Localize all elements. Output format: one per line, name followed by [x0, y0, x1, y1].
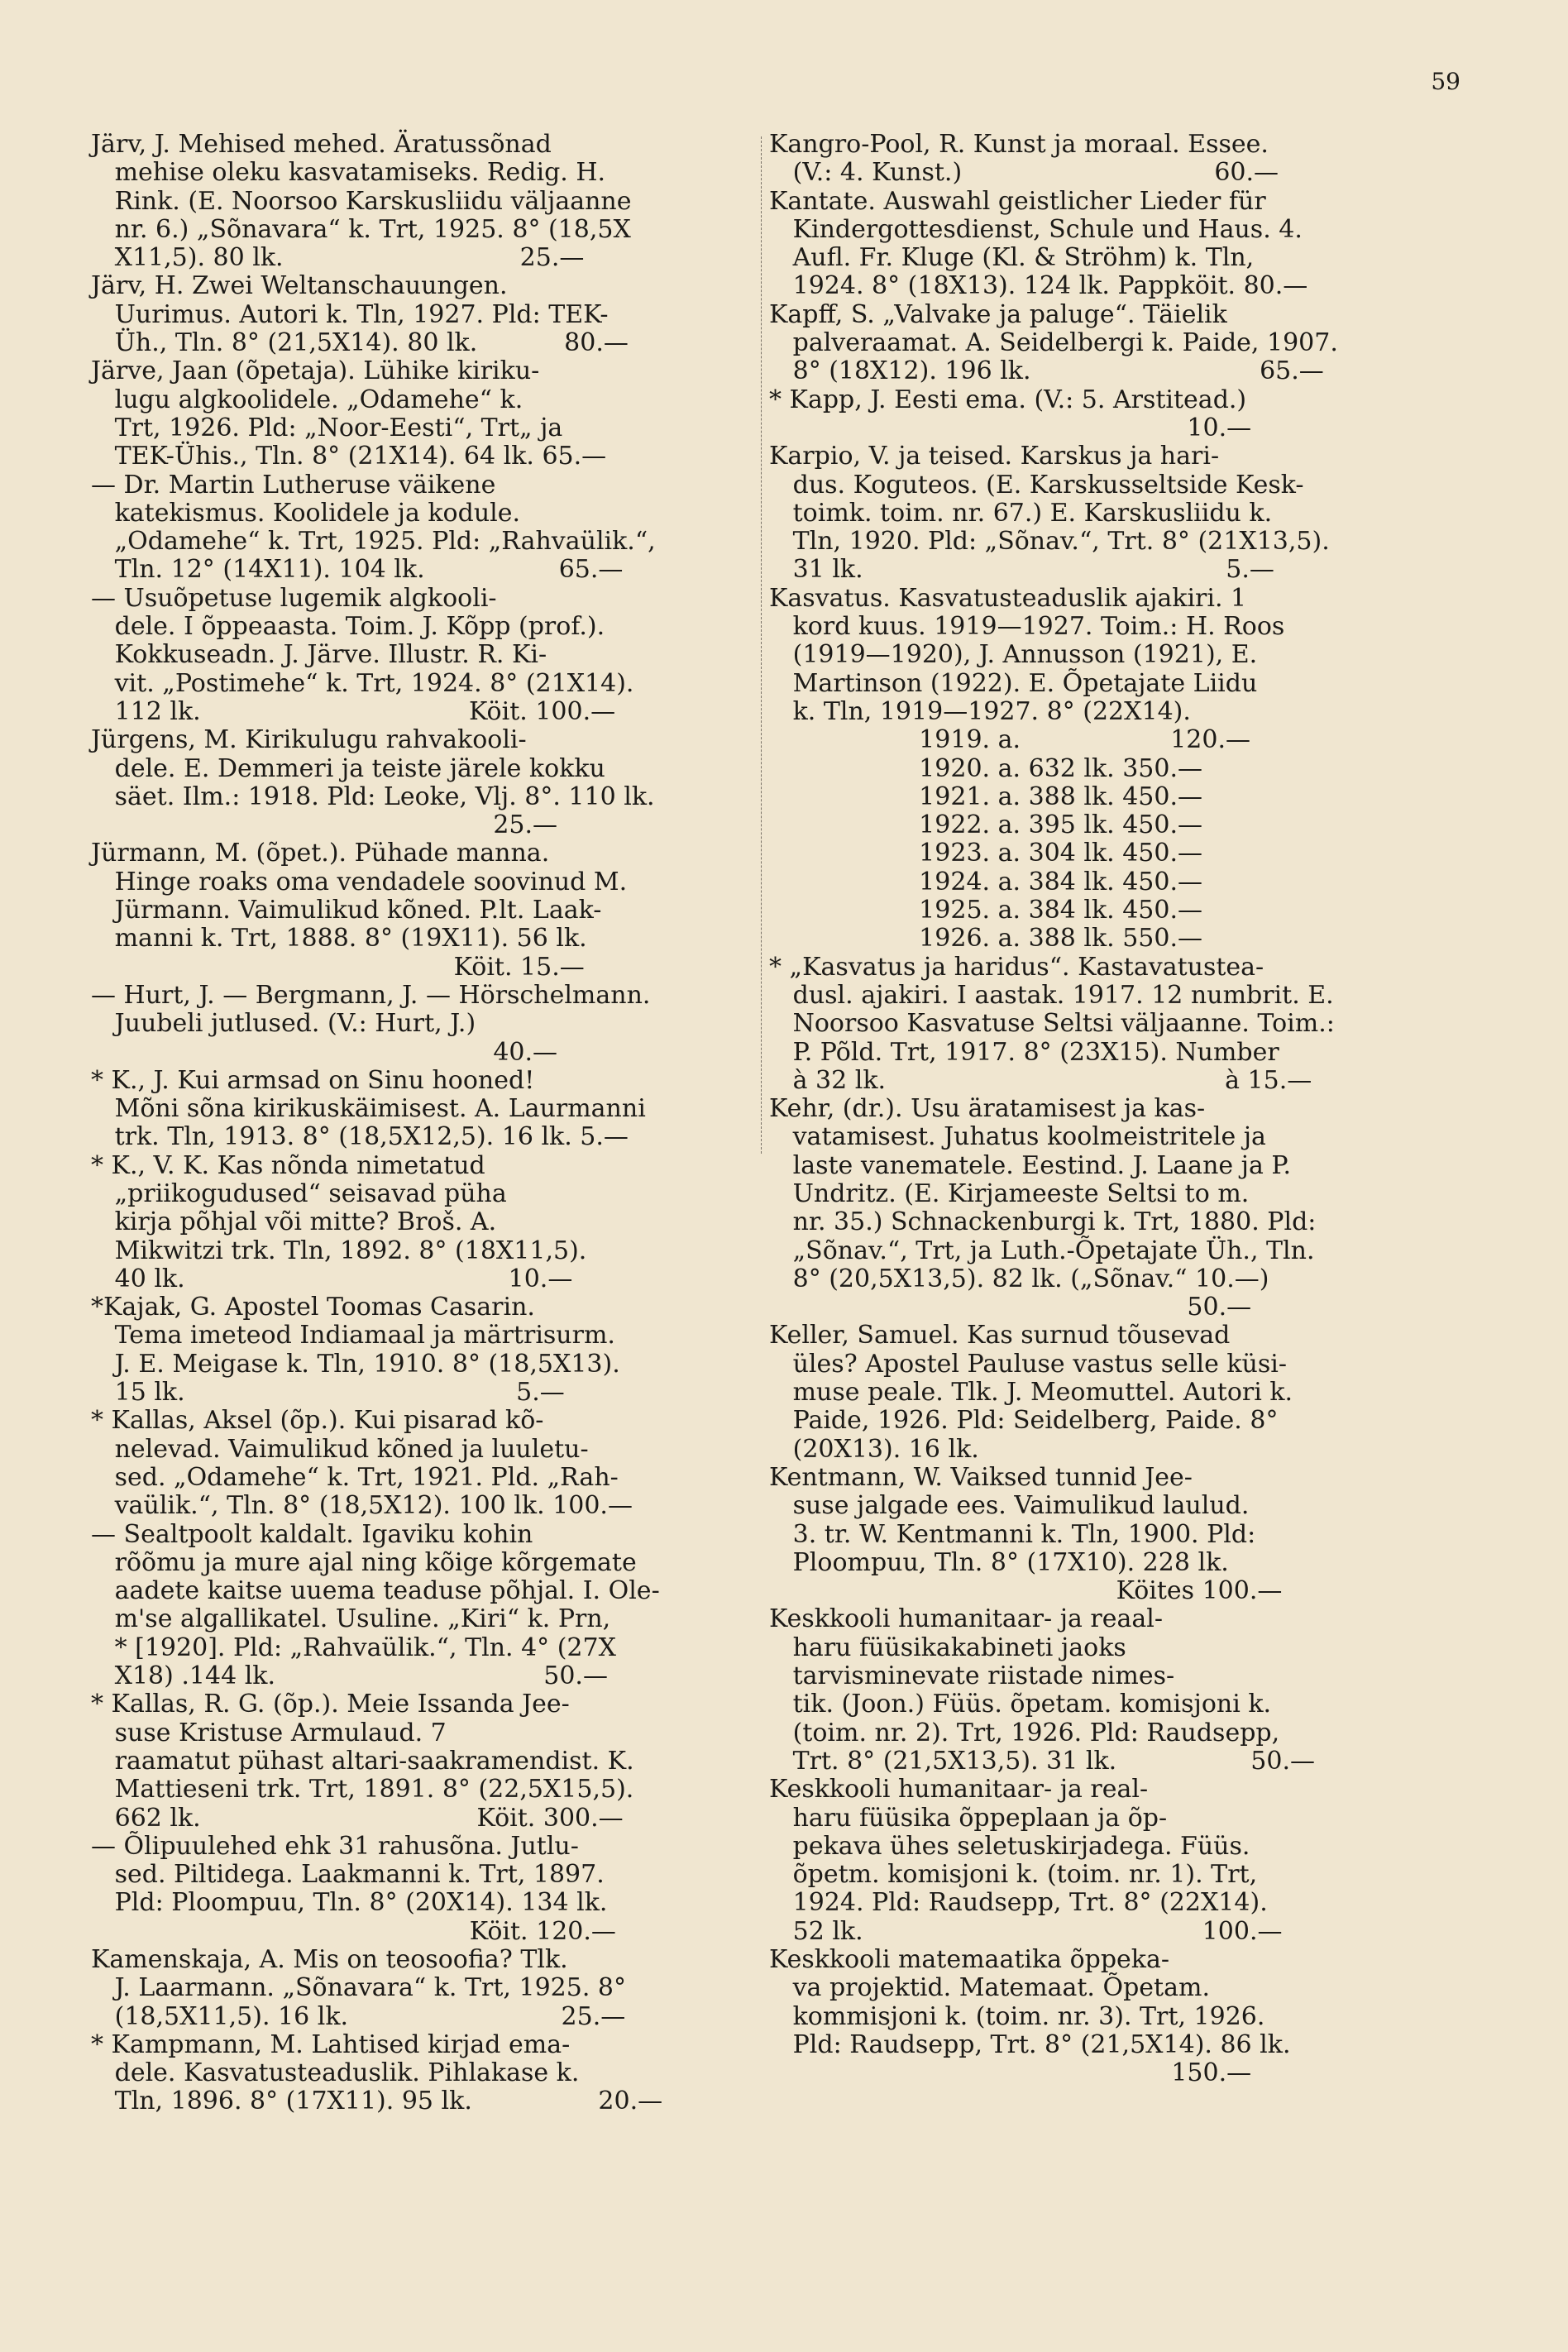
entry-line: 662 lk. Köit. 300.— [91, 1803, 624, 1833]
entry-line: Kentmann, W. Vaiksed tunnid Jee- [769, 1462, 1193, 1492]
catalog-entry [769, 301, 1447, 386]
entry-line: dus. Koguteos. (E. Karskusseltside Kesk- [769, 470, 1304, 500]
entry-line: Keskkooli humanitaar- ja real- [769, 1775, 1149, 1805]
entry-line: Üh., Tln. 8° (21,5X14). 80 lk. 80.— [91, 328, 629, 358]
entry-line: lugu algkoolidele. „Odamehe“ k. [91, 385, 523, 414]
entry-line: 150.— [769, 2058, 1252, 2088]
entry-line: Järv, J. Mehised mehed. Äratussõnad [91, 130, 552, 159]
entry-line: Järv, H. Zwei Weltanschauungen. [91, 271, 508, 301]
catalog-entry [769, 1605, 1447, 1776]
entry-line: 50.— [769, 1293, 1252, 1322]
entry-line: tik. (Joon.) Füüs. õpetam. komisjoni k. [769, 1690, 1272, 1719]
entry-line: Pld: Raudsepp, Trt. 8° (21,5X14). 86 lk. [769, 2029, 1291, 2059]
entry-line: * „Kasvatus ja haridus“. Kastavatustea- [769, 952, 1264, 982]
entry-line: 8° (20,5X13,5). 82 lk. („Sõnav.“ 10.—) [769, 1264, 1269, 1293]
catalog-entry [91, 131, 761, 272]
catalog-entry [91, 357, 761, 471]
entry-line: Mikwitzi trk. Tln, 1892. 8° (18X11,5). [91, 1236, 587, 1265]
entry-line: Kehr, (dr.). Usu äratamisest ja kas- [769, 1094, 1206, 1124]
catalog-entry [769, 1464, 1447, 1605]
entry-line: Keller, Samuel. Kas surnud tõusevad [769, 1321, 1231, 1350]
entry-line: * Kampmann, M. Lahtised kirjad ema- [91, 2029, 571, 2059]
entry-line: va projektid. Matemaat. Õpetam. [769, 1973, 1210, 2003]
entry-line: J. E. Meigase k. Tln, 1910. 8° (18,5X13). [91, 1349, 620, 1379]
catalog-entry [769, 1946, 1447, 2087]
catalog-entry [769, 442, 1447, 584]
entry-line: Juubeli jutlused. (V.: Hurt, J.) [91, 1009, 476, 1039]
entry-line: kirja põhjal või mitte? Broš. A. [91, 1207, 497, 1237]
entry-line: Jürmann, M. (õpet.). Pühade manna. [91, 839, 550, 868]
entry-line: Keskkooli humanitaar- ja reaal- [769, 1604, 1164, 1634]
entry-line: * [1920]. Pld: „Rahvaülik.“, Tln. 4° (27X [91, 1633, 616, 1662]
catalog-entry [769, 131, 1447, 188]
entry-line: mehise oleku kasvatamiseks. Redig. H. [91, 158, 606, 188]
entry-line: (V.: 4. Kunst.) 60.— [769, 158, 1279, 188]
catalog-entry [769, 1322, 1447, 1463]
entry-line: palveraamat. A. Seidelbergi k. Paide, 1907. [769, 328, 1338, 358]
column-divider [761, 136, 762, 1154]
entry-line: manni k. Trt, 1888. 8° (19X11). 56 lk. [91, 924, 587, 954]
entry-line: Ploompuu, Tln. 8° (17X10). 228 lk. [769, 1547, 1229, 1577]
catalog-entry [91, 1293, 761, 1407]
catalog-entry [91, 1833, 761, 1946]
entry-line: Tln. 12° (14X11). 104 lk. 65.— [91, 555, 624, 585]
catalog-entry [91, 1690, 761, 1832]
entry-line: kord kuus. 1919—1927. Toim.: H. Roos [769, 612, 1285, 642]
entry-line: vatamisest. Juhatus koolmeistritele ja [769, 1122, 1266, 1152]
entry-line: nelevad. Vaimulikud kõned ja luuletu- [91, 1434, 589, 1464]
entry-line: haru füüsika õppeplaan ja õp- [769, 1803, 1168, 1833]
page-number: 59 [1431, 68, 1460, 95]
entry-line: 1921. a. 388 lk. 450.— [769, 782, 1203, 811]
entry-line: Tln, 1920. Pld: „Sõnav.“, Trt. 8° (21X13,5). [769, 527, 1330, 557]
entry-line: muse peale. Tlk. J. Meomuttel. Autori k. [769, 1378, 1293, 1408]
entry-line: Kantate. Auswahl geistlicher Lieder für [769, 186, 1266, 216]
entry-line: katekismus. Koolidele ja kodule. [91, 498, 521, 528]
entry-line: Uurimus. Autori k. Tln, 1927. Pld: TEK- [91, 299, 609, 329]
entry-line: toimk. toim. nr. 67.) E. Karskusliidu k. [769, 498, 1273, 528]
entry-line: — Õlipuulehed ehk 31 rahusõna. Jutlu- [91, 1831, 579, 1861]
catalog-entry [91, 1152, 761, 1293]
entry-line: 52 lk. 100.— [769, 1916, 1283, 1946]
entry-line: 1919. a. 120.— [769, 725, 1251, 755]
catalog-entry [769, 585, 1447, 954]
entry-line: „Sõnav.“, Trt, ja Luth.-Õpetajate Üh., Tln. [769, 1236, 1315, 1265]
entry-line: 1920. a. 632 lk. 350.— [769, 753, 1203, 783]
entry-line: X18) .144 lk. 50.— [91, 1661, 608, 1691]
catalog-entry [91, 1946, 761, 2031]
entry-line: rõõmu ja mure ajal ning kõige kõrgemate [91, 1547, 637, 1577]
entry-line: Järve, Jaan (õpetaja). Lühike kiriku- [91, 356, 540, 386]
entry-line: 3. tr. W. Kentmanni k. Tln, 1900. Pld: [769, 1519, 1256, 1549]
entry-line: Karpio, V. ja teised. Karskus ja hari- [769, 442, 1220, 471]
entry-line: *Kajak, G. Apostel Toomas Casarin. [91, 1293, 535, 1322]
entry-line: haru füüsikakabineti jaoks [769, 1633, 1126, 1662]
entry-line: Trt, 1926. Pld: „Noor-Eesti“, Trt„ ja [91, 413, 563, 442]
entry-line: (1919—1920), J. Annusson (1921), E. [769, 640, 1258, 670]
entry-line: raamatut pühast altari-saakramendist. K. [91, 1746, 634, 1776]
entry-line: (20X13). 16 lk. [769, 1434, 979, 1464]
entry-line: nr. 35.) Schnackenburgi k. Trt, 1880. Pld: [769, 1207, 1317, 1237]
entry-line: 1924. a. 384 lk. 450.— [769, 867, 1203, 896]
entry-line: dusl. ajakiri. I aastak. 1917. 12 numbrit. E. [769, 980, 1334, 1010]
entry-line: dele. E. Demmeri ja teiste järele kokku [91, 753, 605, 783]
entry-line: 40 lk. 10.— [91, 1264, 573, 1293]
entry-line: — Hurt, J. — Bergmann, J. — Hörschelmann. [91, 980, 651, 1010]
entry-line: Tln, 1896. 8° (17X11). 95 lk. 20.— [91, 2087, 663, 2116]
entry-line: kommisjoni k. (toim. nr. 3). Trt, 1926. [769, 2001, 1265, 2031]
entry-line: Aufl. Fr. Kluge (Kl. & Ströhm) k. Tln, [769, 243, 1255, 273]
catalog-entry [91, 2031, 761, 2116]
entry-line: 1924. Pld: Raudsepp, Trt. 8° (22X14). [769, 1888, 1268, 1918]
entry-line: Rink. (E. Noorsoo Karskusliidu väljaanne [91, 186, 632, 216]
catalog-entry [91, 726, 761, 839]
entry-line: Kindergottesdienst, Schule und Haus. 4. [769, 214, 1303, 244]
catalog-entry [91, 585, 761, 726]
entry-line: m'se algallikatel. Usuline. „Kiri“ k. Prn, [91, 1604, 611, 1634]
entry-line: X11,5). 80 lk. 25.— [91, 243, 585, 273]
catalog-entry [769, 188, 1447, 301]
entry-line: säet. Ilm.: 1918. Pld: Leoke, Vlj. 8°. 110 lk. [91, 782, 655, 811]
catalog-entry [91, 1407, 761, 1520]
entry-line: Kasvatus. Kasvatusteaduslik ajakiri. 1 [769, 583, 1247, 613]
catalog-entry [769, 954, 1447, 1095]
entry-line: Tema imeteod Indiamaal ja märtrisurm. [91, 1321, 615, 1350]
entry-line: 1923. a. 304 lk. 450.— [769, 839, 1203, 868]
entry-line: pekava ühes seletuskirjadega. Füüs. [769, 1831, 1250, 1861]
entry-line: Trt. 8° (21,5X13,5). 31 lk. 50.— [769, 1746, 1315, 1776]
entry-line: „Odamehe“ k. Trt, 1925. Pld: „Rahvaülik.“, [91, 527, 656, 557]
entry-line: Paide, 1926. Pld: Seidelberg, Paide. 8° [769, 1406, 1279, 1436]
entry-line: tarvisminevate riistade nimes- [769, 1661, 1175, 1691]
entry-line: dele. I õppeaasta. Toim. J. Kõpp (prof.). [91, 612, 605, 642]
entry-line: 112 lk. Köit. 100.— [91, 696, 616, 726]
catalog-entry [91, 982, 761, 1067]
entry-line: Noorsoo Kasvatuse Seltsi väljaanne. Toim.: [769, 1009, 1335, 1039]
entry-line: sed. Piltidega. Laakmanni k. Trt, 1897. [91, 1860, 605, 1890]
entry-line: üles? Apostel Pauluse vastus selle küsi- [769, 1349, 1288, 1379]
entry-line: Köites 100.— [769, 1576, 1283, 1606]
entry-line: Martinson (1922). E. Õpetajate Liidu [769, 668, 1258, 698]
entry-line: laste vanematele. Eestind. J. Laane ja P. [769, 1150, 1292, 1180]
entry-line: Köit. 15.— [91, 952, 585, 982]
entry-line: Köit. 120.— [91, 1916, 616, 1946]
entry-line: Hinge roaks oma vendadele soovinud M. [91, 867, 628, 896]
entry-line: Jürmann. Vaimulikud kõned. P.lt. Laak- [91, 896, 602, 925]
catalog-entry [769, 1095, 1447, 1322]
entry-line: — Usuõpetuse lugemik algkooli- [91, 583, 497, 613]
entry-line: suse jalgade ees. Vaimulikud laulud. [769, 1491, 1250, 1521]
entry-line: Kamenskaja, A. Mis on teosoofia? Tlk. [91, 1945, 568, 1974]
catalog-entry [91, 1067, 761, 1152]
entry-line: Mõni sõna kirikuskäimisest. A. Laurmanni [91, 1094, 646, 1124]
entry-line: sed. „Odamehe“ k. Trt, 1921. Pld. „Rah- [91, 1462, 619, 1492]
entry-line: 1924. 8° (18X13). 124 lk. Pappköit. 80.— [769, 271, 1308, 301]
entry-line: dele. Kasvatusteaduslik. Pihlakase k. [91, 2058, 580, 2088]
entry-line: vaülik.“, Tln. 8° (18,5X12). 100 lk. 100.— [91, 1491, 633, 1521]
entry-line: Mattieseni trk. Trt, 1891. 8° (22,5X15,5). [91, 1775, 634, 1805]
entry-line: aadete kaitse uuema teaduse põhjal. I. Ole- [91, 1576, 660, 1606]
entry-line: (toim. nr. 2). Trt, 1926. Pld: Raudsepp, [769, 1718, 1280, 1747]
entry-line: 1926. a. 388 lk. 550.— [769, 924, 1203, 954]
entry-line: * Kapp, J. Eesti ema. (V.: 5. Arstitead.) [769, 385, 1247, 414]
entry-line: õpetm. komisjoni k. (toim. nr. 1). Trt, [769, 1860, 1258, 1890]
entry-line: (18,5X11,5). 16 lk. 25.— [91, 2001, 626, 2031]
entry-line: Jürgens, M. Kirikulugu rahvakooli- [91, 725, 527, 755]
entry-line: Kapff, S. „Valvake ja paluge“. Täielik [769, 299, 1227, 329]
entry-line: * K., V. K. Kas nõnda nimetatud [91, 1150, 485, 1180]
catalog-entry [91, 272, 761, 357]
entry-line: * K., J. Kui armsad on Sinu hooned! [91, 1065, 535, 1095]
catalog-entry [91, 839, 761, 981]
entry-line: Pld: Ploompuu, Tln. 8° (20X14). 134 lk. [91, 1888, 608, 1918]
catalog-entry [91, 1521, 761, 1691]
entry-line: J. Laarmann. „Sõnavara“ k. Trt, 1925. 8° [91, 1973, 626, 2003]
catalog-entry [769, 1776, 1447, 1946]
right-column [769, 131, 1447, 2087]
entry-line: „priikogudused“ seisavad püha [91, 1178, 507, 1208]
entry-line: Keskkooli matemaatika õppeka- [769, 1945, 1169, 1974]
entry-line: — Dr. Martin Lutheruse väikene [91, 470, 496, 500]
entry-line: TEK-Ühis., Tln. 8° (21X14). 64 lk. 65.— [91, 442, 607, 471]
catalog-entry [769, 386, 1447, 443]
left-column [91, 131, 761, 2116]
entry-line: 8° (18X12). 196 lk. 65.— [769, 356, 1324, 386]
entry-line: 40.— [91, 1037, 558, 1067]
entry-line: 1922. a. 395 lk. 450.— [769, 810, 1203, 840]
catalog-entry [91, 471, 761, 585]
entry-line: vit. „Postimehe“ k. Trt, 1924. 8° (21X14). [91, 668, 634, 698]
entry-line: k. Tln, 1919—1927. 8° (22X14). [769, 696, 1191, 726]
entry-line: P. Põld. Trt, 1917. 8° (23X15). Number [769, 1037, 1279, 1067]
entry-line: 31 lk. 5.— [769, 555, 1274, 585]
entry-line: 15 lk. 5.— [91, 1378, 565, 1408]
entry-line: nr. 6.) „Sõnavara“ k. Trt, 1925. 8° (18,5X [91, 214, 631, 244]
entry-line: à 32 lk. à 15.— [769, 1065, 1312, 1095]
entry-line: * Kallas, R. G. (õp.). Meie Issanda Jee- [91, 1690, 570, 1719]
entry-line: Kokkuseadn. J. Järve. Illustr. R. Ki- [91, 640, 547, 670]
entry-line: trk. Tln, 1913. 8° (18,5X12,5). 16 lk. 5.— [91, 1122, 629, 1152]
entry-line: Undritz. (E. Kirjameeste Seltsi to m. [769, 1178, 1250, 1208]
entry-line: 10.— [769, 413, 1252, 442]
entry-line: 1925. a. 384 lk. 450.— [769, 896, 1203, 925]
entry-line: suse Kristuse Armulaud. 7 [91, 1718, 447, 1747]
entry-line: * Kallas, Aksel (õp.). Kui pisarad kõ- [91, 1406, 544, 1436]
entry-line: 25.— [91, 810, 558, 840]
entry-line: Kangro-Pool, R. Kunst ja moraal. Essee. [769, 130, 1269, 159]
entry-line: — Sealtpoolt kaldalt. Igaviku kohin [91, 1519, 533, 1549]
